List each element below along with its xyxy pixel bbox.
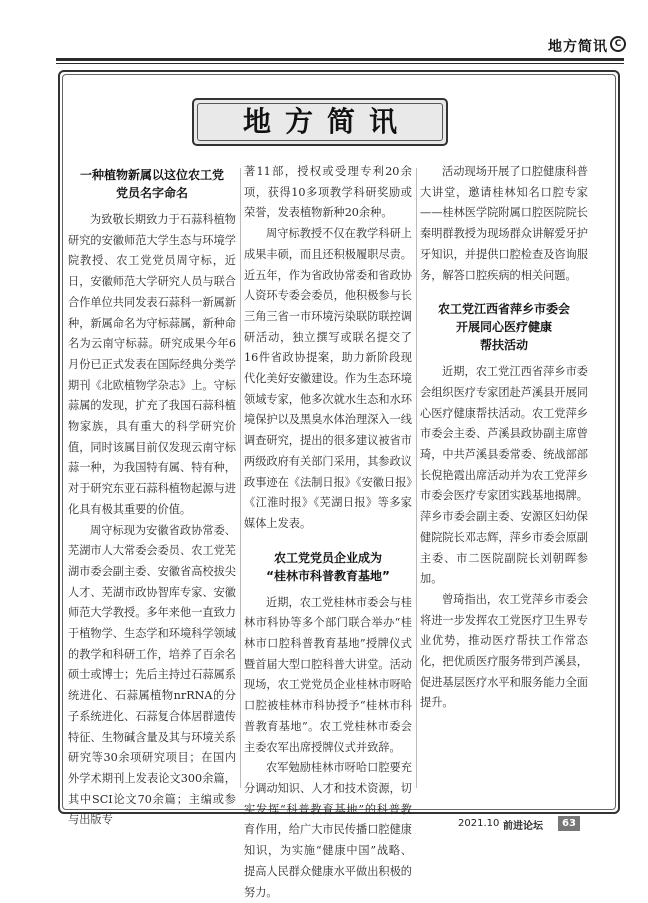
article-paragraph: 周守标现为安徽省政协常委、芜湖市人大常委会委员、农工党芜湖市委会副主委、安徽省高校拔尖人才、芜湖市政协智库专家、安徽师范大学教授。多年来他一直致力于植物学、生态学和环境科学领域的教学和科研工作，培养了百余名硕士或博士；先后主持过石蒜属系统进化、石蒜属植物nrRNA的分子系统进化、石蒜复合体居群遗传特征、生物碱含量及其与环境关系研究等30余项研究项目；在国内外学术期刊上发表论文300余篇，其中SCI论文70余篇；主编或参与出版专 [68,523,236,827]
article-2-headline [244,549,412,585]
footer-magazine: 前进论坛 [503,821,543,832]
article-3-headline [420,300,588,354]
page-title: 地方简讯 [242,105,411,138]
footer-date: 2021.10 [458,818,500,829]
headline-line: 帮扶活动 [479,338,528,353]
article-1-headline [68,166,236,202]
article-paragraph: 曾琦指出，农工党萍乡市委会将进一步发挥农工党医疗卫生界专业优势，推动医疗帮扶工作常态化，把优质医疗服务带到芦溪县，促进基层医疗水平和服务能力全面提升。 [420,592,588,710]
headline-line: 农工党党员企业成为 [273,550,382,565]
top-rule [56,58,624,61]
headline-line: 开展同心医疗健康 [455,320,552,335]
column-3 [420,162,588,714]
column-divider [416,168,417,788]
column-divider [240,168,241,788]
article-paragraph: 著11部，授权或受理专利20余项，获得10多项教学科研奖励或荣誉，发表植物新种20余种。 [244,165,412,220]
article-paragraph: 农军勉励桂林市呀哈口腔要充分调动知识、人才和技术资源，切实发挥“科普教育基地”的科普教育作用，给广大市民传播口腔健康知识，为实施“健康中国”战略、提高人民群众健康水平做出积极的努力。 [244,761,412,899]
article-paragraph: 近期，农工党江西省萍乡市委会组织医疗专家团赴芦溪县开展同心医疗健康帮扶活动。农工党萍乡市委会主委、芦溪县政协副主席曾琦，中共芦溪县委常委、统战部部长倪艳霞出席活动并为农工党萍乡市委会医疗专家团实践基地揭牌。萍乡市委会副主委、安源区妇幼保健院院长邓志辉，萍乡市委会原副主委、市二医院副院长刘朝晖参加。 [420,365,588,586]
page-number: 63 [558,816,580,831]
headline-line: 一种植物新属以这位农工党 [79,168,224,182]
headline-line: 农工党江西省萍乡市委会 [437,302,570,317]
column-2 [244,162,412,903]
arrow-circle-icon: C [610,36,626,52]
article-paragraph: 活动现场开展了口腔健康科普大讲堂，邀请桂林知名口腔专家——桂林医学院附属口腔医院院长秦明群教授为现场群众讲解爱牙护牙知识，并提供口腔检查及咨询服务，解答口腔疾病的相关问题。 [420,165,588,282]
headline-line: “桂林市科普教育基地” [266,568,390,583]
article-paragraph: 为致敬长期致力于石蒜科植物研究的安徽师范大学生态与环境学院教授、农工党党员周守标，近日，安徽师范大学研究人员与联合合作单位共同发表石蒜科一新属新种，新属命名为守标蒜属，新种命名为云南守标蒜。研究成果今年6月份已正式发表在国际经典分类学期刊《北欧植物学杂志》上。守标蒜属的发现，扩充了我国石蒜科植物家族，具有重大的科学研究价值，同时该属目前仅发现云南守标蒜一种，为我国特有属、特有种，对于研究东亚石蒜科植物起源与进化具有极其重要的价值。 [68,213,236,516]
article-paragraph: 近期，农工党桂林市委会与桂林市科协等多个部门联合举办“桂林市口腔科普教育基地”授牌仪式暨首届大型口腔科普大讲堂。活动现场，农工党党员企业桂林市呀哈口腔被桂林市科协授予“桂林市科普教育基地”。农工党桂林市委会主委农军出席授牌仪式并致辞。 [244,595,412,754]
top-rule-thin [56,63,624,64]
column-1 [68,162,236,831]
headline-line: 党员名字命名 [115,186,188,200]
section-label: 地方简讯 [548,39,608,55]
article-paragraph: 周守标教授不仅在教学科研上成果丰硕，而且还积极履职尽责。近五年，作为省政协常委和省政协人资环专委会委员，他积极参与长三角三省一市环境污染联防联控调研活动，独立撰写或联名提交了16件省政协提案，助力新阶段现代化美好安徽建设。作为生态环境领域专家，他多次就水生态和水环境保护以及黑臭水体治理深入一线调查研究，提出的很多建议被省市两级政府有关部门采用，其参政议政事迹在《法制日报》《安徽日报》《江淮时报》《芜湖日报》等多家媒体上发表。 [244,227,412,530]
